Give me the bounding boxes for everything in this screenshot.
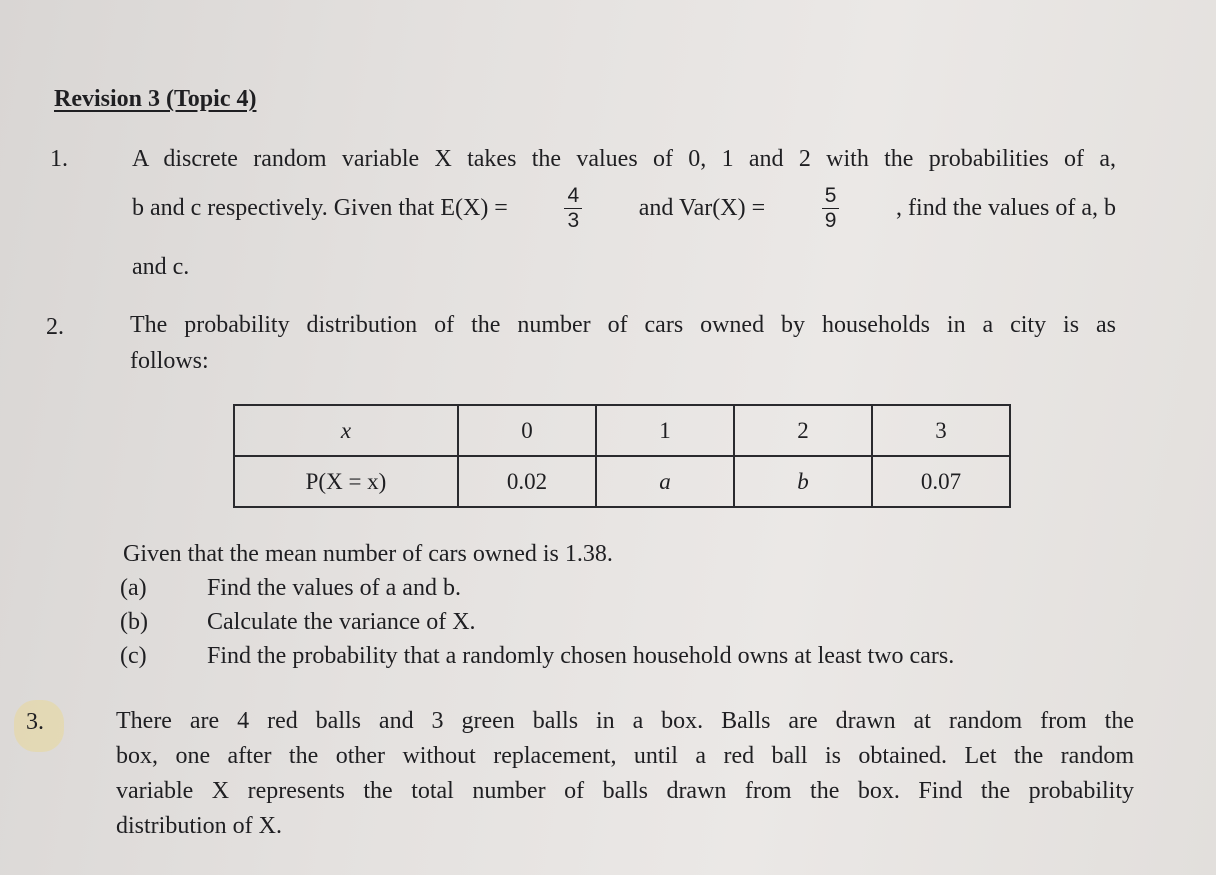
ex-numerator: 4	[564, 184, 582, 209]
table-header-row	[234, 405, 1010, 456]
table-cell: 2	[734, 405, 872, 456]
table-cell: 0.02	[458, 456, 596, 507]
question-2-number: 2.	[46, 314, 64, 340]
part-c-text: Find the probability that a randomly chosen household owns at least two cars.	[207, 643, 955, 669]
part-b-label: (b)	[120, 609, 148, 635]
table-cell: P(X = x)	[234, 456, 458, 507]
table-cell: 1	[596, 405, 734, 456]
question-2-line-2: follows:	[130, 348, 209, 374]
question-3-line-2: box, one after the other without replacement, until a red ball is obtained. Let the random	[116, 743, 1134, 769]
ex-fraction	[564, 184, 582, 233]
q1-text-c: , find the values of a, b	[896, 195, 1116, 221]
question-3-number: 3.	[26, 709, 44, 735]
table-cell: 0	[458, 405, 596, 456]
page-title: Revision 3 (Topic 4)	[54, 86, 257, 112]
question-3-line-1: There are 4 red balls and 3 green balls in a box. Balls are drawn at random from the	[116, 708, 1134, 734]
question-1-line-3: and c.	[132, 254, 190, 280]
question-3-line-4: distribution of X.	[116, 813, 282, 839]
question-1-line-1: A discrete random variable X takes the values of 0, 1 and 2 with the probabilities of a,	[132, 146, 1116, 172]
q1-text-b: and Var(X) =	[638, 195, 766, 221]
var-fraction	[822, 184, 840, 233]
part-c-label: (c)	[120, 643, 147, 669]
table-cell: 3	[872, 405, 1010, 456]
table-cell: a	[596, 456, 734, 507]
table-cell: 0.07	[872, 456, 1010, 507]
question-2-line-1: The probability distribution of the number of cars owned by households in a city is as	[130, 312, 1116, 338]
ex-denominator: 3	[567, 209, 580, 232]
var-denominator: 9	[824, 209, 837, 232]
question-3-line-3: variable X represents the total number of balls drawn from the box. Find the probability	[116, 778, 1134, 804]
question-1-number: 1.	[50, 146, 68, 172]
q1-text-a: b and c respectively. Given that E(X) =	[132, 195, 508, 221]
part-a-text: Find the values of a and b.	[207, 575, 461, 601]
table-cell: b	[734, 456, 872, 507]
distribution-table	[233, 404, 1011, 508]
part-a-label: (a)	[120, 575, 147, 601]
var-numerator: 5	[822, 184, 840, 209]
question-1-line-2	[132, 184, 1116, 233]
table-cell: x	[234, 405, 458, 456]
part-b-text: Calculate the variance of X.	[207, 609, 476, 635]
question-2-given: Given that the mean number of cars owned is 1.38.	[123, 541, 613, 567]
table-row	[234, 456, 1010, 507]
